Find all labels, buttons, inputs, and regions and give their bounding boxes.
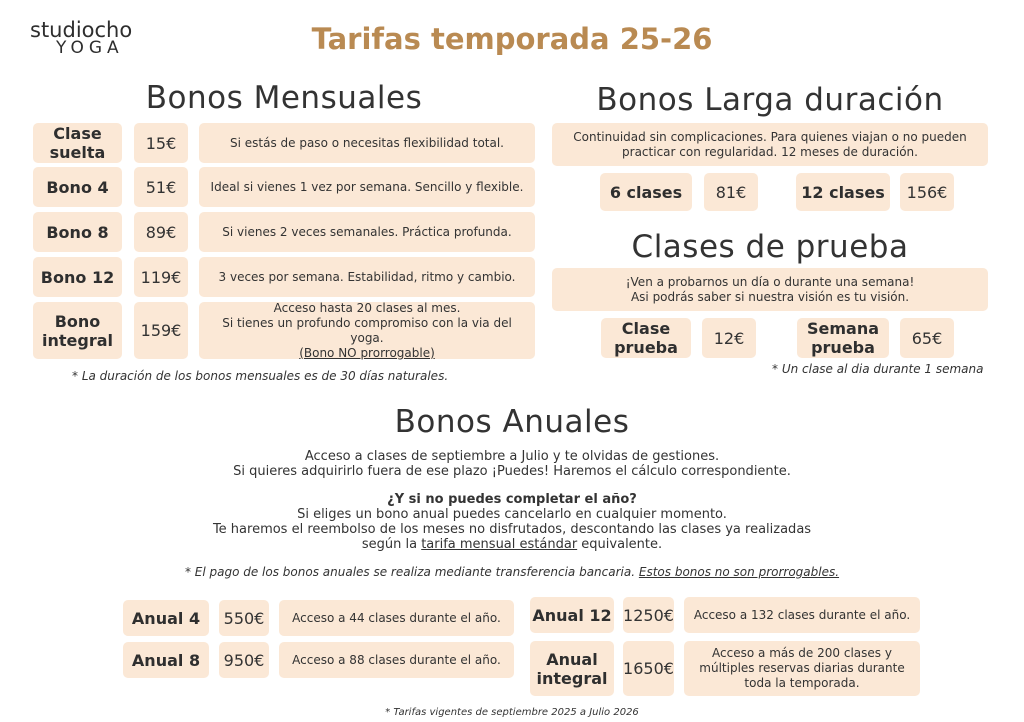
larga-label-1: 6 clases bbox=[600, 173, 692, 211]
mensual-desc-1: Si estás de paso o necesitas flexibilidad total. bbox=[199, 123, 535, 163]
mensual-label-4: Bono 12 bbox=[33, 257, 122, 297]
mensual-desc-5-line1: Acceso hasta 20 clases al mes. bbox=[273, 300, 461, 315]
page-title: Tarifas temporada 25-26 bbox=[311, 22, 713, 56]
prueba-price-2: 65€ bbox=[900, 318, 954, 358]
larga-desc: Continuidad sin complicaciones. Para quienes viajan o no pueden practicar con regularidad. 12 meses de duración. bbox=[552, 123, 988, 166]
anual-price-3: 1250€ bbox=[623, 597, 674, 633]
anual-label-4: Anual integral bbox=[530, 641, 614, 696]
anual-desc-1: Acceso a 44 clases durante el año. bbox=[279, 600, 514, 636]
mensual-desc-4: 3 veces por semana. Estabilidad, ritmo y cambio. bbox=[199, 257, 535, 297]
mensual-desc-5-line2: Si tienes un profundo compromiso con la via del yoga. bbox=[222, 315, 512, 345]
anuales-p3: Si eliges un bono anual puedes cancelarlo en cualquier momento. bbox=[297, 507, 727, 522]
anual-desc-4: Acceso a más de 200 clases y múltiples reservas diarias durante toda la temporada. bbox=[684, 641, 920, 696]
logo-line1: studiocho bbox=[30, 18, 133, 42]
anuales-p5-a: según la bbox=[361, 537, 422, 552]
anual-price-4: 1650€ bbox=[623, 641, 674, 696]
mensual-label-5: Bono integral bbox=[33, 302, 122, 359]
mensual-desc-5-line3: (Bono NO prorrogable) bbox=[299, 345, 435, 360]
anuales-question: ¿Y si no puedes completar el año? bbox=[387, 492, 637, 507]
prueba-note: * Un clase al dia durante 1 semana bbox=[772, 362, 984, 376]
anuales-p4: Te haremos el reembolso de los meses no disfrutados, descontando las clases ya realizadas bbox=[212, 522, 812, 537]
mensual-label-1: Clase suelta bbox=[33, 123, 122, 163]
mensual-price-4: 119€ bbox=[134, 257, 188, 297]
mensual-price-1: 15€ bbox=[134, 123, 188, 163]
prueba-label-1: Clase prueba bbox=[601, 318, 691, 358]
anual-price-1: 550€ bbox=[219, 600, 269, 636]
anuales-p5 bbox=[0, 537, 1024, 552]
prueba-label-2: Semana prueba bbox=[797, 318, 889, 358]
prueba-desc bbox=[552, 268, 988, 311]
larga-price-2: 156€ bbox=[900, 173, 954, 211]
anual-price-2: 950€ bbox=[219, 642, 269, 678]
larga-title: Bonos Larga duración bbox=[596, 82, 944, 118]
anuales-p1: Acceso a clases de septiembre a Julio y te olvidas de gestiones. bbox=[304, 449, 720, 464]
anuales-note bbox=[0, 565, 1024, 580]
mensual-desc-3: Si vienes 2 veces semanales. Práctica profunda. bbox=[199, 212, 535, 252]
anuales-note-a: * El pago de los bonos anuales se realiza mediante transferencia bancaria. bbox=[184, 565, 639, 579]
prueba-title: Clases de prueba bbox=[631, 229, 909, 265]
prueba-desc-line2: Asi podrás saber si nuestra visión es tu visión. bbox=[630, 289, 910, 304]
anuales-title: Bonos Anuales bbox=[394, 404, 630, 440]
logo bbox=[30, 18, 160, 58]
larga-price-1: 81€ bbox=[704, 173, 758, 211]
prueba-price-1: 12€ bbox=[702, 318, 756, 358]
mensual-desc-5 bbox=[199, 302, 535, 359]
anual-label-1: Anual 4 bbox=[123, 600, 209, 636]
anuales-note-b: Estos bonos no son prorrogables. bbox=[638, 565, 840, 579]
mensuales-note: * La duración de los bonos mensuales es de 30 días naturales. bbox=[72, 369, 449, 383]
mensual-price-3: 89€ bbox=[134, 212, 188, 252]
mensual-desc-2: Ideal si vienes 1 vez por semana. Sencillo y flexible. bbox=[199, 167, 535, 207]
tarifa-mensual-link: tarifa mensual estándar bbox=[421, 537, 578, 552]
anual-label-2: Anual 8 bbox=[123, 642, 209, 678]
mensual-price-2: 51€ bbox=[134, 167, 188, 207]
anual-label-3: Anual 12 bbox=[530, 597, 614, 633]
larga-label-2: 12 clases bbox=[796, 173, 890, 211]
mensual-price-5: 159€ bbox=[134, 302, 188, 359]
mensual-label-2: Bono 4 bbox=[33, 167, 122, 207]
anual-desc-2: Acceso a 88 clases durante el año. bbox=[279, 642, 514, 678]
anuales-p5-b: equivalente. bbox=[577, 537, 663, 552]
anuales-p2: Si quieres adquirirlo fuera de ese plazo ¡Puedes! Haremos el cálculo correspondiente. bbox=[233, 464, 791, 479]
mensuales-title: Bonos Mensuales bbox=[145, 80, 423, 116]
logo-line2: YOGA bbox=[56, 38, 124, 58]
mensual-label-3: Bono 8 bbox=[33, 212, 122, 252]
footer-note: * Tarifas vigentes de septiembre 2025 a Julio 2026 bbox=[385, 707, 639, 718]
anual-desc-3: Acceso a 132 clases durante el año. bbox=[684, 597, 920, 633]
prueba-desc-line1: ¡Ven a probarnos un día o durante una semana! bbox=[625, 274, 915, 289]
